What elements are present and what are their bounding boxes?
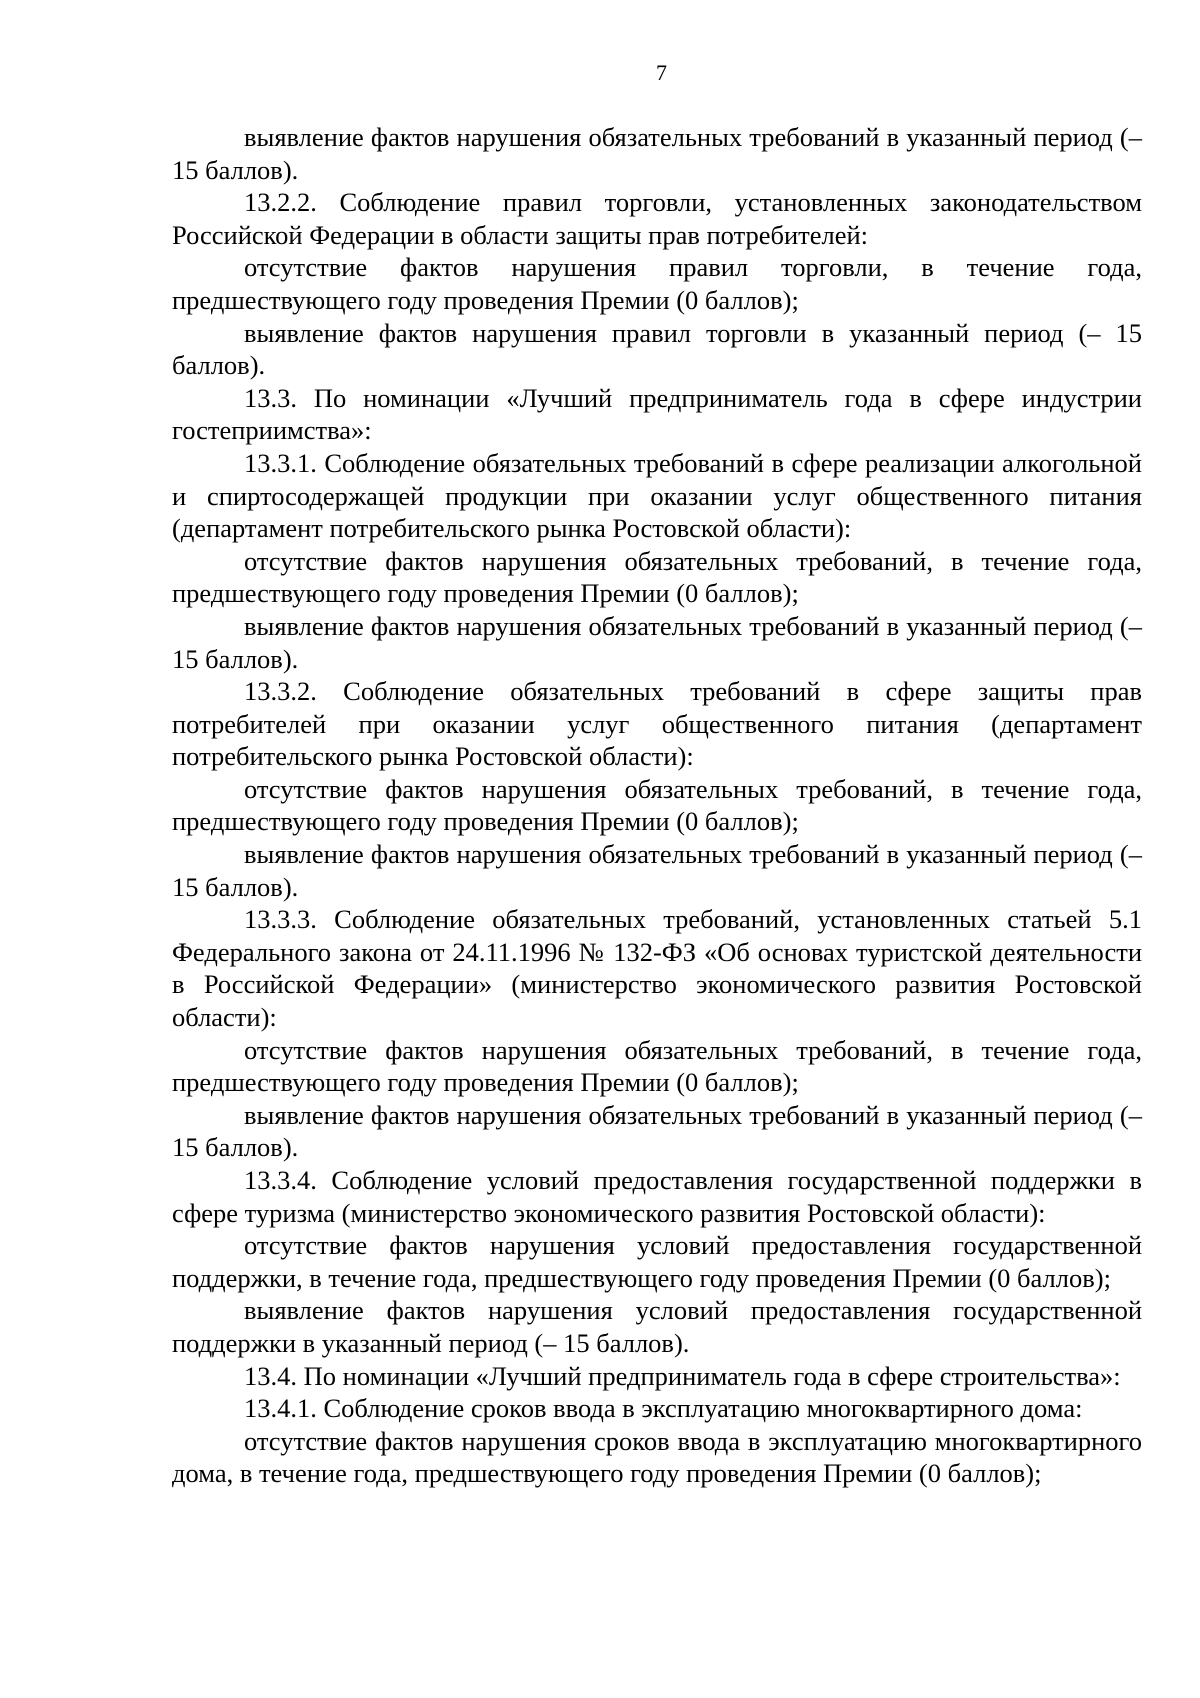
paragraph: 13.3.1. Соблюдение обязательных требований в сфере реализации алкогольной и спиртосодержащей продукции при оказании услуг общественного питания (департамент потребительского рынка Ростовской области): [172, 447, 1142, 544]
paragraph: выявление фактов нарушения обязательных требований в указанный период (– 15 баллов). [172, 1099, 1142, 1163]
paragraph: отсутствие фактов нарушения обязательных требований, в течение года, предшествующего году проведения Премии (0 баллов); [172, 773, 1142, 837]
paragraph: отсутствие фактов нарушения условий предоставления государственной поддержки, в течение года, предшествующего году проведения Премии (0 баллов); [172, 1230, 1142, 1293]
document-body [172, 121, 1142, 1490]
paragraph: 13.3. По номинации «Лучший предприниматель года в сфере индустрии гостеприимства»: [172, 382, 1142, 446]
paragraph: выявление фактов нарушения обязательных требований в указанный период (– 15 баллов). [172, 610, 1142, 674]
paragraph: выявление фактов нарушения обязательных требований в указанный период (– 15 баллов). [172, 122, 1142, 185]
paragraph: 13.3.2. Соблюдение обязательных требований в сфере защиты прав потребителей при оказании услуг общественного питания (департамент потребительского рынка Ростовской области): [172, 676, 1142, 772]
paragraph: 13.4.1. Соблюдение сроков ввода в эксплуатацию многоквартирного дома: [244, 1393, 1083, 1424]
paragraph: отсутствие фактов нарушения сроков ввода в эксплуатацию многоквартирного дома, в течение года, предшествующего году проведения Премии (0 баллов); [172, 1425, 1142, 1489]
paragraph: отсутствие фактов нарушения обязательных требований, в течение года, предшествующего году проведения Премии (0 баллов); [172, 1034, 1142, 1098]
paragraph: выявление фактов нарушения обязательных требований в указанный период (– 15 баллов). [172, 839, 1142, 902]
page-number: 7 [656, 60, 667, 85]
paragraph: 13.4. По номинации «Лучший предприниматель года в сфере строительства»: [244, 1360, 1121, 1391]
paragraph: выявление фактов нарушения условий предоставления государственной поддержки в указанный период (– 15 баллов). [172, 1295, 1142, 1358]
paragraph: выявление фактов нарушения правил торговли в указанный период (– 15 баллов). [172, 317, 1142, 381]
paragraph: отсутствие фактов нарушения обязательных требований, в течение года, предшествующего году проведения Премии (0 баллов); [172, 545, 1142, 609]
paragraph: 13.3.3. Соблюдение обязательных требований, установленных статьей 5.1 Федерального закона от 24.11.1996 № 132-ФЗ «Об основах туристской деятельности в Российской Федерации» (министерство экономического развития Ростовской области): [172, 904, 1142, 1033]
paragraph: 13.2.2. Соблюдение правил торговли, установленных законодательством Российской Федерации в области защиты прав потребителей: [172, 187, 1142, 250]
paragraph: отсутствие фактов нарушения правил торговли, в течение года, предшествующего году проведения Премии (0 баллов); [172, 252, 1142, 315]
paragraph: 13.3.4. Соблюдение условий предоставления государственной поддержки в сфере туризма (министерство экономического развития Ростовской области): [172, 1165, 1142, 1228]
